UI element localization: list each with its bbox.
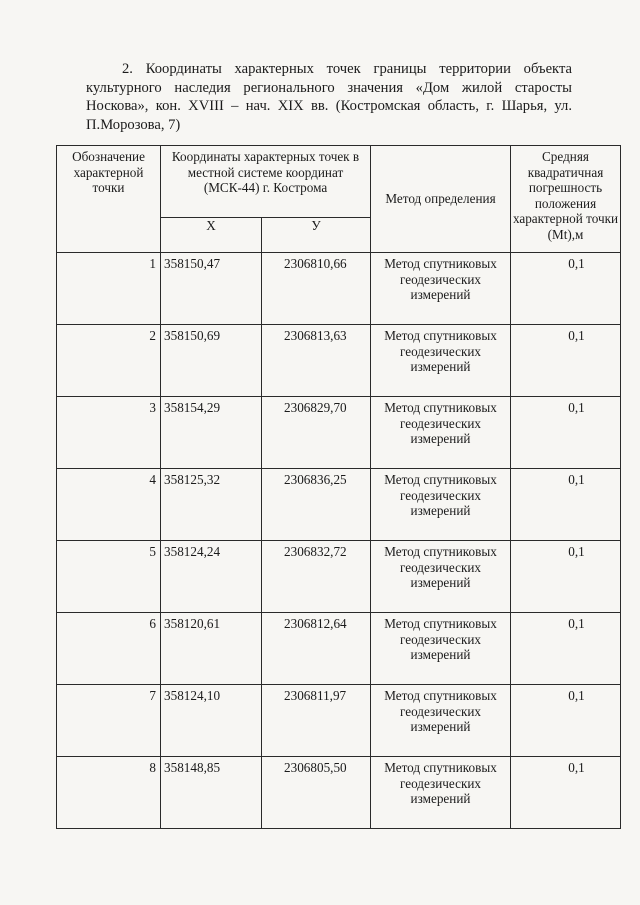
y-coordinate: 2306813,63: [262, 325, 371, 397]
x-coordinate: 358124,24: [161, 541, 262, 613]
x-coordinate: 358125,32: [161, 469, 262, 541]
point-number: 6: [57, 613, 161, 685]
x-coordinate: 358148,85: [161, 757, 262, 829]
table-row: [57, 613, 621, 685]
y-coordinate: 2306810,66: [262, 253, 371, 325]
method-cell: Метод спутниковых геодезических измерений: [371, 397, 511, 469]
header-x: Х: [161, 218, 262, 253]
error-cell: 0,1: [511, 325, 621, 397]
table-row: [57, 253, 621, 325]
section-heading: [86, 60, 572, 134]
table-row: [57, 469, 621, 541]
x-coordinate: 358120,61: [161, 613, 262, 685]
error-cell: 0,1: [511, 757, 621, 829]
y-coordinate: 2306832,72: [262, 541, 371, 613]
y-coordinate: 2306829,70: [262, 397, 371, 469]
header-designation: Обозначение характерной точки: [57, 146, 161, 253]
method-cell: Метод спутниковых геодезических измерений: [371, 613, 511, 685]
y-coordinate: 2306811,97: [262, 685, 371, 757]
table-row: [57, 397, 621, 469]
y-coordinate: 2306836,25: [262, 469, 371, 541]
header-error: Средняя квадратичная погрешность положения характерной точки (Mt),м: [511, 146, 621, 253]
method-cell: Метод спутниковых геодезических измерений: [371, 685, 511, 757]
coordinates-table: [56, 145, 621, 829]
table-row: [57, 541, 621, 613]
method-cell: Метод спутниковых геодезических измерений: [371, 253, 511, 325]
table-row: [57, 757, 621, 829]
error-cell: 0,1: [511, 397, 621, 469]
method-cell: Метод спутниковых геодезических измерений: [371, 325, 511, 397]
method-cell: Метод спутниковых геодезических измерений: [371, 469, 511, 541]
table-row: [57, 325, 621, 397]
method-cell: Метод спутниковых геодезических измерений: [371, 541, 511, 613]
point-number: 5: [57, 541, 161, 613]
y-coordinate: 2306805,50: [262, 757, 371, 829]
error-cell: 0,1: [511, 253, 621, 325]
y-coordinate: 2306812,64: [262, 613, 371, 685]
method-cell: Метод спутниковых геодезических измерений: [371, 757, 511, 829]
point-number: 7: [57, 685, 161, 757]
point-number: 8: [57, 757, 161, 829]
x-coordinate: 358150,69: [161, 325, 262, 397]
header-coordinates: Координаты характерных точек в местной системе координат (МСК-44) г. Кострома: [161, 146, 371, 218]
x-coordinate: 358150,47: [161, 253, 262, 325]
error-cell: 0,1: [511, 469, 621, 541]
point-number: 2: [57, 325, 161, 397]
error-cell: 0,1: [511, 541, 621, 613]
header-y: У: [262, 218, 371, 253]
table-row: [57, 685, 621, 757]
error-cell: 0,1: [511, 685, 621, 757]
x-coordinate: 358124,10: [161, 685, 262, 757]
point-number: 1: [57, 253, 161, 325]
point-number: 4: [57, 469, 161, 541]
error-cell: 0,1: [511, 613, 621, 685]
x-coordinate: 358154,29: [161, 397, 262, 469]
point-number: 3: [57, 397, 161, 469]
header-method: Метод определения: [371, 146, 511, 253]
section-heading-text: 2. Координаты характерных точек границы территории объекта культурного наследия регионального значения «Дом жилой старосты Носкова», кон. XVIII – нач. XIX вв. (Костромская область, г. Шарья, ул. П.Морозова, 7): [86, 61, 572, 133]
